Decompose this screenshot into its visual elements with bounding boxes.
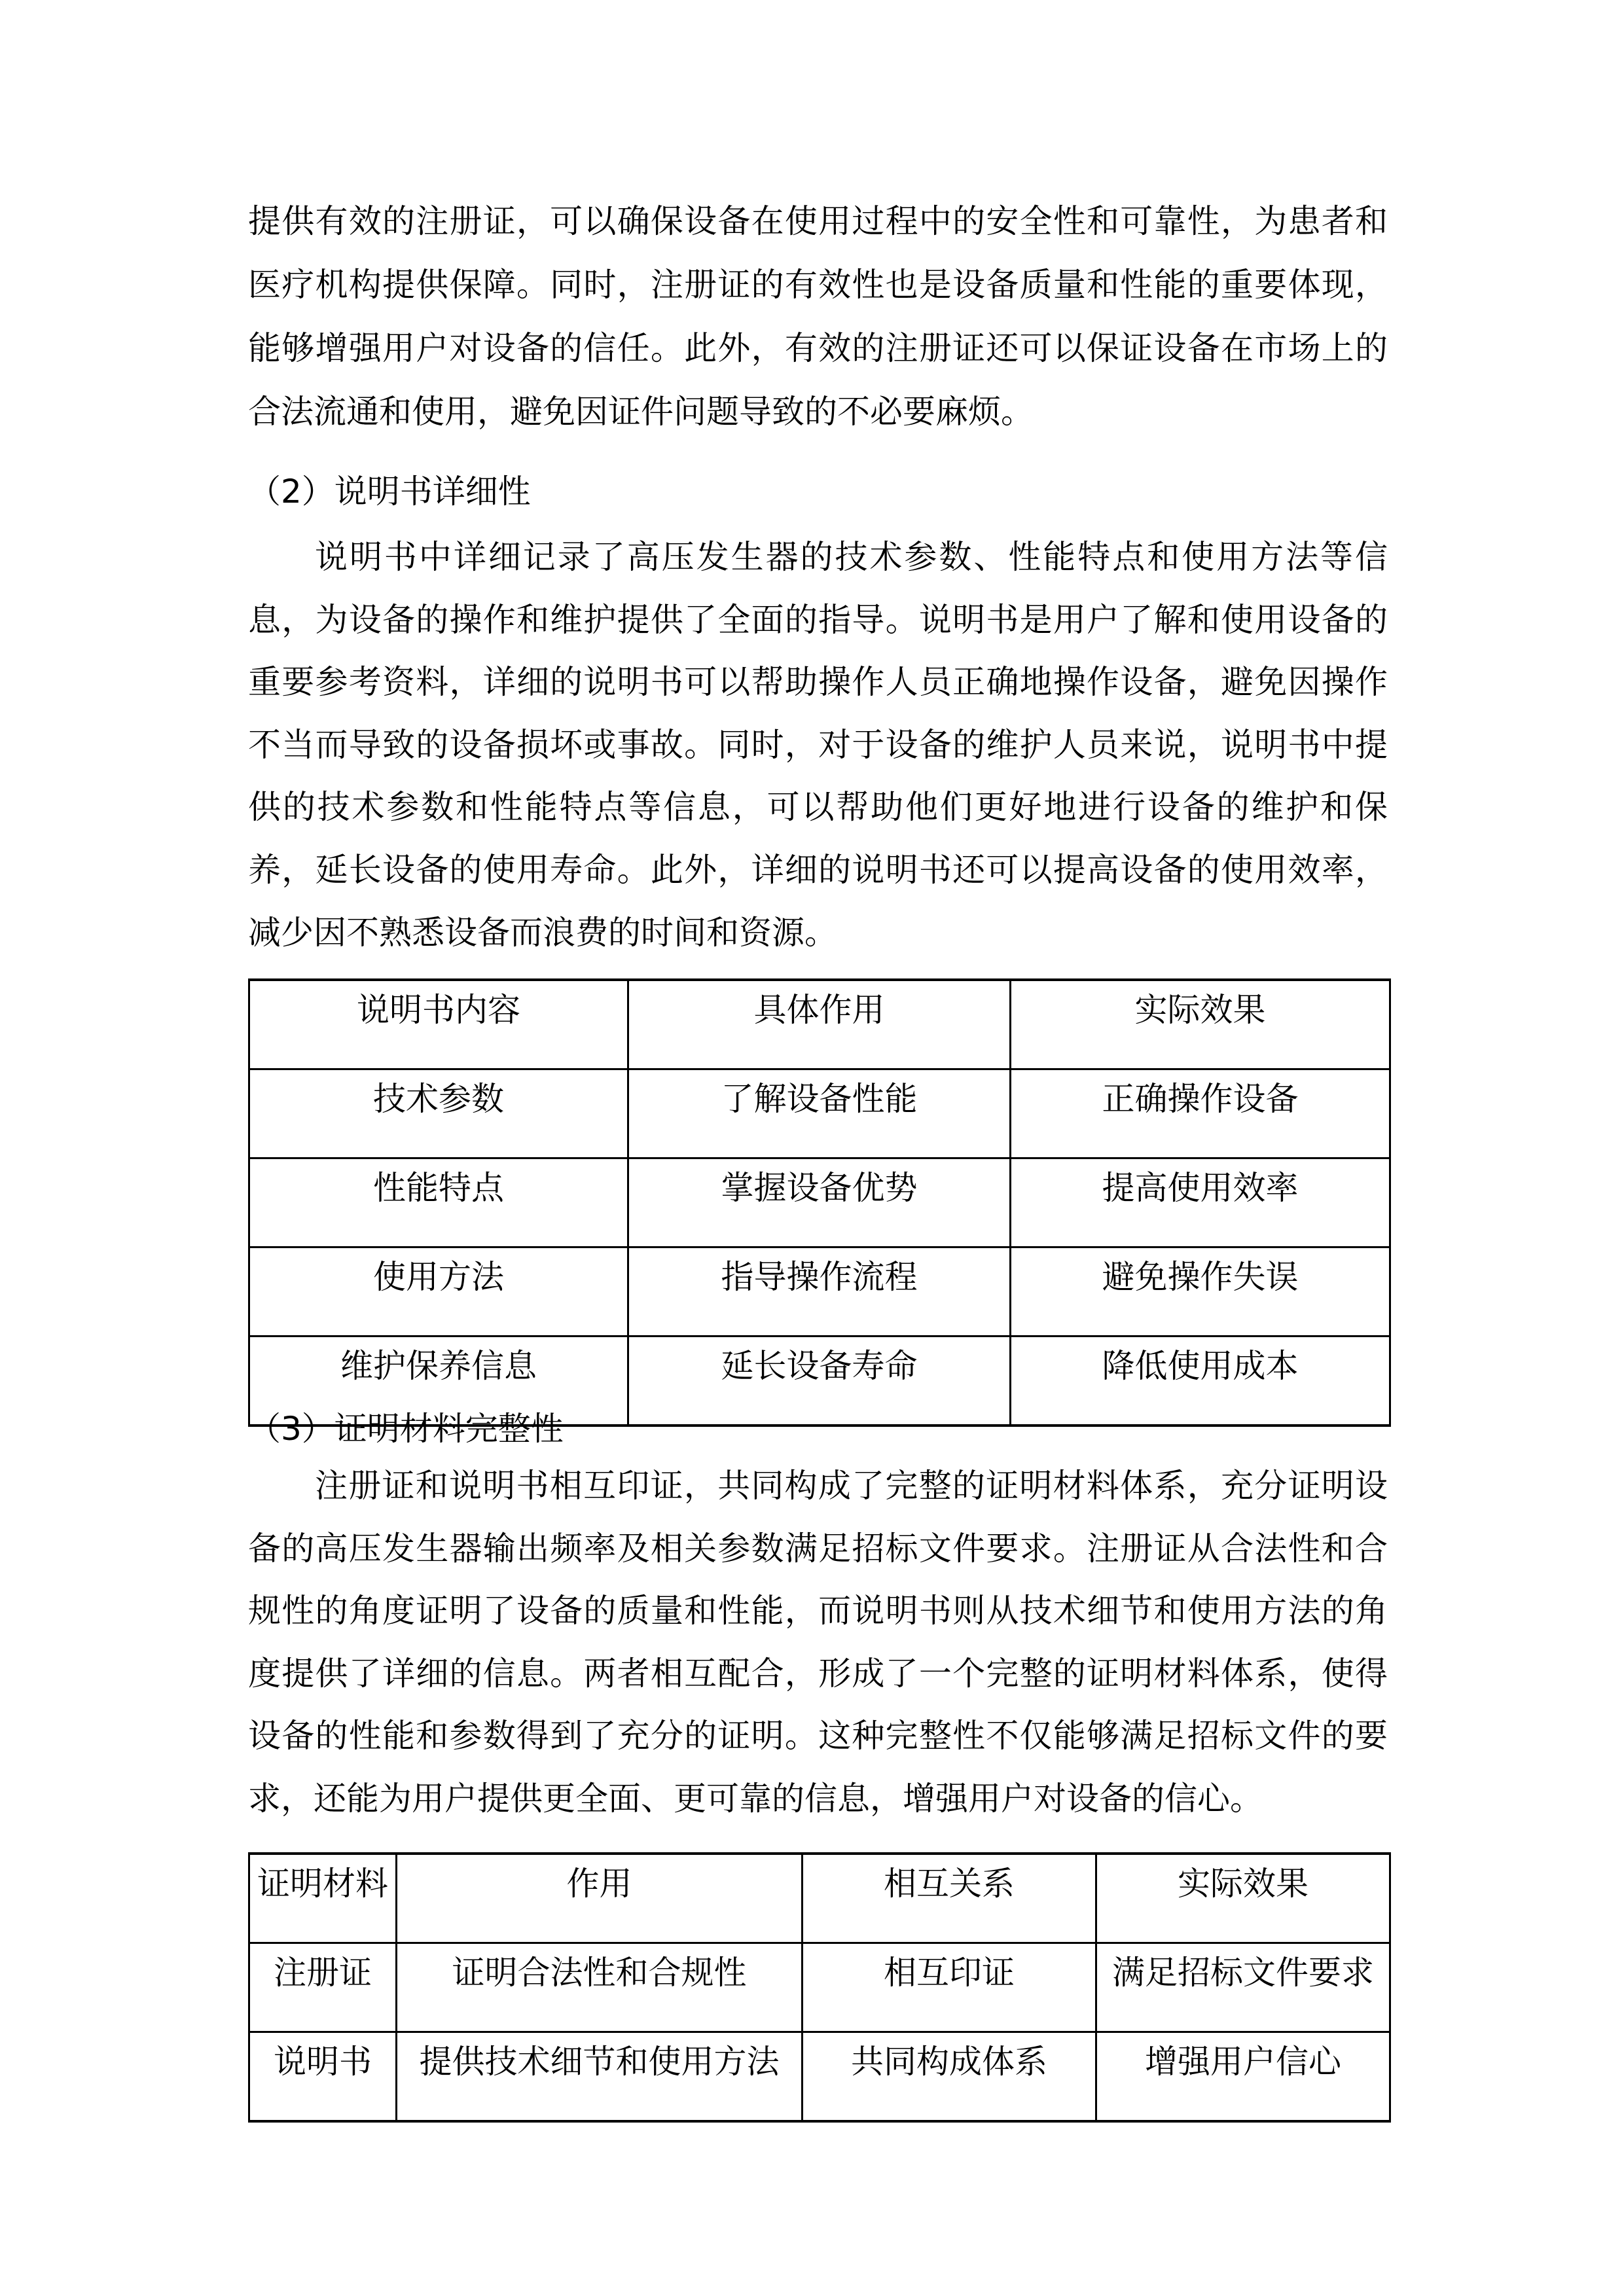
text-line: 注册证和说明书相互印证，共同构成了完整的证明材料体系，充分证明设	[315, 1467, 1388, 1505]
text-line: 规性的角度证明了设备的质量和性能，而说明书则从技术细节和使用方法的角	[248, 1592, 1388, 1630]
paragraph-registration-validity	[248, 190, 1388, 444]
evidence-materials-table	[248, 1852, 1391, 2123]
table-cell: 共同构成体系	[803, 2032, 1096, 2122]
text-line: 息，为设备的操作和维护提供了全面的指导。说明书是用户了解和使用设备的	[248, 600, 1388, 639]
table-cell: 提高使用效率	[1011, 1158, 1390, 1247]
table-cell: 了解设备性能	[628, 1069, 1011, 1158]
text-line: 提供有效的注册证，可以确保设备在使用过程中的安全性和可靠性，为患者和	[248, 202, 1388, 240]
text-line: 医疗机构提供保障。同时，注册证的有效性也是设备质量和性能的重要体现，	[248, 266, 1388, 304]
table-cell: 掌握设备优势	[628, 1158, 1011, 1247]
table-cell: 使用方法	[249, 1247, 628, 1336]
section-heading-manual-detail: （2）说明书详细性	[248, 473, 531, 511]
text-line: 合法流通和使用，避免因证件问题导致的不必要麻烦。	[248, 393, 1034, 431]
paragraph-evidence-completeness	[248, 1455, 1388, 1831]
table-cell: 技术参数	[249, 1069, 628, 1158]
table-cell: 避免操作失误	[1011, 1247, 1390, 1336]
table-cell: 延长设备寿命	[628, 1336, 1011, 1426]
table-header-cell: 具体作用	[628, 980, 1011, 1069]
section-heading-evidence-completeness: （3）证明材料完整性	[248, 1410, 564, 1448]
text-line: 供的技术参数和性能特点等信息，可以帮助他们更好地进行设备的维护和保	[248, 788, 1388, 827]
paragraph-manual-detail	[248, 526, 1388, 964]
table-cell: 指导操作流程	[628, 1247, 1011, 1336]
table-cell: 相互印证	[803, 1943, 1096, 2032]
table-header-row	[249, 1854, 1390, 1943]
text-line: 养，延长设备的使用寿命。此外，详细的说明书还可以提高设备的使用效率，	[248, 850, 1388, 889]
table-row	[249, 1158, 1390, 1247]
text-line: 能够增强用户对设备的信任。此外，有效的注册证还可以保证设备在市场上的	[248, 329, 1388, 367]
table-header-cell: 实际效果	[1096, 1854, 1390, 1943]
table-cell: 证明合法性和合规性	[397, 1943, 803, 2032]
table-header-cell: 实际效果	[1011, 980, 1390, 1069]
text-line: 不当而导致的设备损坏或事故。同时，对于设备的维护人员来说，说明书中提	[248, 725, 1388, 764]
table-cell: 注册证	[249, 1943, 397, 2032]
text-line: 度提供了详细的信息。两者相互配合，形成了一个完整的证明材料体系，使得	[248, 1654, 1388, 1693]
table-cell: 说明书	[249, 2032, 397, 2122]
table-cell: 增强用户信心	[1096, 2032, 1390, 2122]
text-line: 求，还能为用户提供更全面、更可靠的信息，增强用户对设备的信心。	[248, 1779, 1263, 1818]
table-row	[249, 1069, 1390, 1158]
table-header-cell: 证明材料	[249, 1854, 397, 1943]
table-row	[249, 1247, 1390, 1336]
text-line: 备的高压发生器输出频率及相关参数满足招标文件要求。注册证从合法性和合	[248, 1529, 1388, 1568]
table-cell: 提供技术细节和使用方法	[397, 2032, 803, 2122]
table-cell: 正确操作设备	[1011, 1069, 1390, 1158]
table-header-cell: 作用	[397, 1854, 803, 1943]
manual-content-table	[248, 978, 1391, 1427]
text-line: 重要参考资料，详细的说明书可以帮助操作人员正确地操作设备，避免因操作	[248, 663, 1388, 702]
table-header-row	[249, 980, 1390, 1069]
table-header-cell: 说明书内容	[249, 980, 628, 1069]
table-row	[249, 2032, 1390, 2122]
table-cell: 维护保养信息	[249, 1336, 628, 1426]
table-header-cell: 相互关系	[803, 1854, 1096, 1943]
table-cell: 性能特点	[249, 1158, 628, 1247]
table-cell: 满足招标文件要求	[1096, 1943, 1390, 2032]
text-line: 说明书中详细记录了高压发生器的技术参数、性能特点和使用方法等信	[315, 538, 1388, 576]
table-row	[249, 1943, 1390, 2032]
table-cell: 降低使用成本	[1011, 1336, 1390, 1426]
text-line: 设备的性能和参数得到了充分的证明。这种完整性不仅能够满足招标文件的要	[248, 1717, 1388, 1755]
text-line: 减少因不熟悉设备而浪费的时间和资源。	[248, 913, 837, 952]
